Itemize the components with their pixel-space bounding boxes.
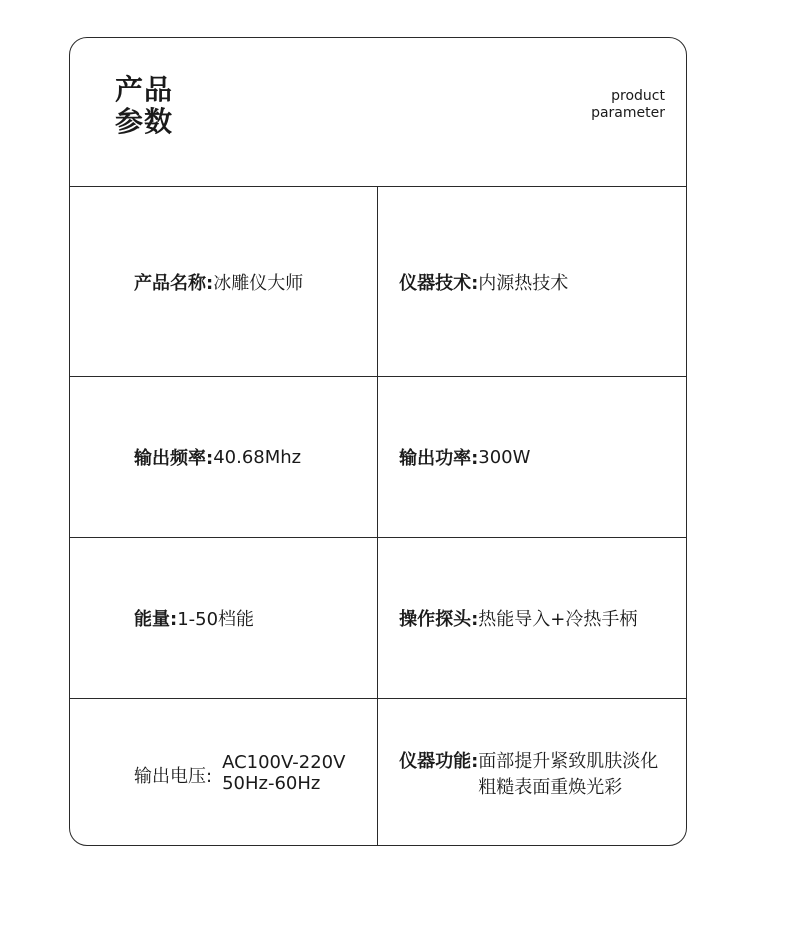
param-label: 操作探头:: [399, 609, 479, 630]
table-row: [70, 377, 686, 538]
parameter-table: [70, 187, 686, 846]
param-value-line1: AC100V-220V: [222, 752, 346, 773]
table-row: [70, 699, 686, 846]
param-label: 能量:: [134, 609, 178, 630]
param-output-frequency: [70, 377, 378, 537]
title-chinese: 产品参数: [115, 73, 174, 138]
param-technology: [378, 187, 686, 376]
param-value: 内源热技术: [478, 272, 569, 294]
title-english-line1: product: [611, 88, 665, 104]
param-value-line2: 粗糙表面重焕光彩: [478, 777, 623, 798]
param-value-line2: 50Hz-60Hz: [222, 773, 321, 794]
param-value: 40.68Mhz: [213, 446, 302, 468]
param-output-voltage: [70, 699, 378, 846]
title-english: [591, 88, 665, 122]
param-value-lines: [478, 747, 658, 799]
param-label: 输出频率:: [134, 448, 214, 469]
voltage-wrap: [134, 752, 345, 794]
title-english-line2: parameter: [591, 105, 665, 121]
param-value-lines: [222, 752, 345, 794]
param-function: [378, 699, 686, 846]
table-row: [70, 187, 686, 377]
param-output-power: [378, 377, 686, 537]
param-probe: [378, 538, 686, 698]
param-label: 产品名称:: [134, 272, 214, 294]
card-header: [70, 38, 686, 187]
table-row: [70, 538, 686, 699]
param-product-name: [70, 187, 378, 376]
param-value: 冰雕仪大师: [213, 272, 304, 294]
param-value: 1-50档能: [177, 609, 255, 630]
param-energy: [70, 538, 378, 698]
function-wrap: [399, 747, 658, 799]
param-label: 仪器技术:: [399, 272, 479, 294]
param-value: 热能导入+冷热手柄: [478, 609, 638, 630]
param-value: 300W: [478, 446, 531, 468]
param-value-line1: 面部提升紧致肌肤淡化: [478, 751, 659, 772]
parameter-card: [69, 37, 687, 846]
param-label: 仪器功能:: [399, 751, 479, 772]
param-label: 输出电压:: [134, 766, 213, 787]
param-label: 输出功率:: [399, 448, 479, 469]
